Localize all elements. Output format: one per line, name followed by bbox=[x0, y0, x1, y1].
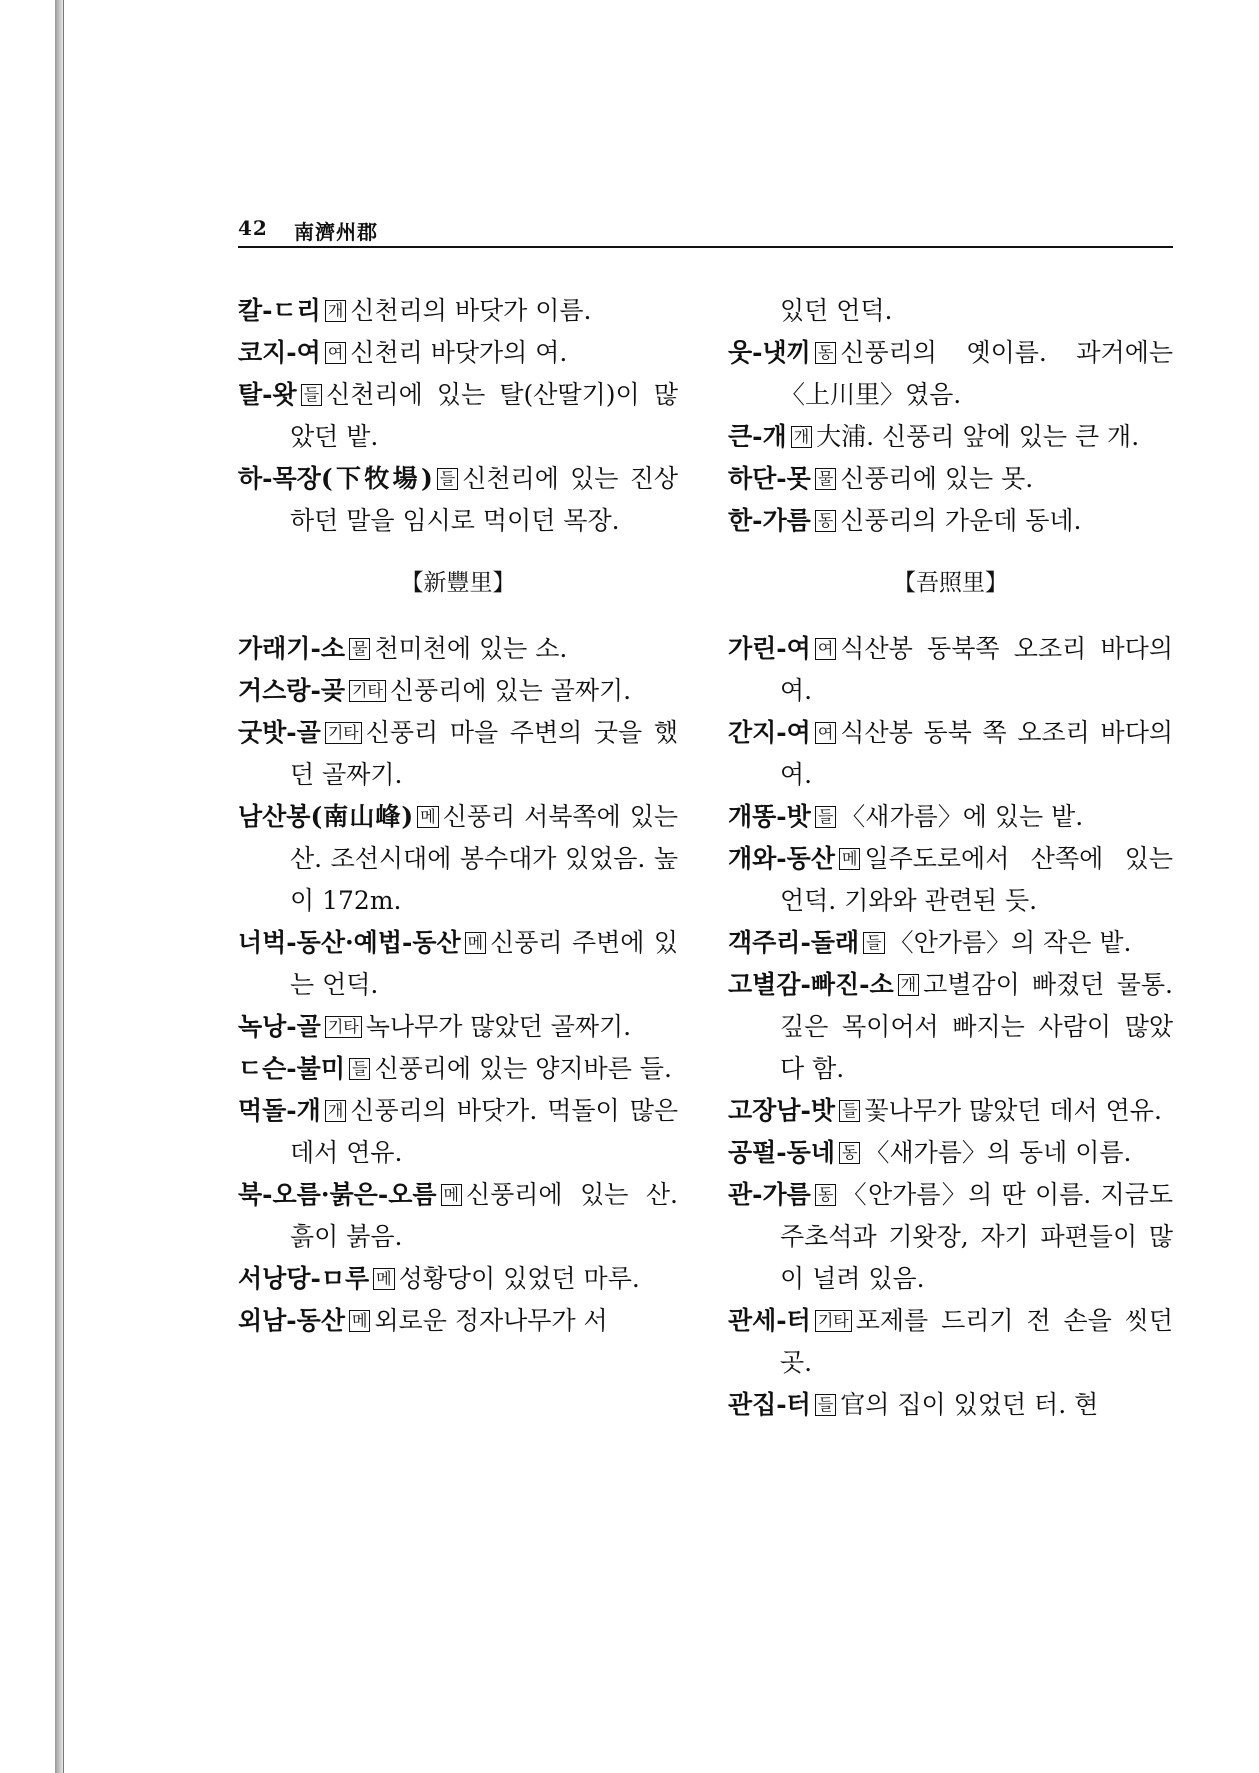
category-tag: 들 bbox=[815, 1394, 836, 1416]
entry-definition: 꽃나무가 많았던 데서 연유. bbox=[864, 1096, 1162, 1125]
dictionary-entry bbox=[238, 1258, 678, 1300]
category-tag: 동 bbox=[815, 510, 836, 532]
category-tag: 기타 bbox=[325, 1016, 362, 1038]
entry-definition: 신풍리 주변에 있는 언덕. bbox=[290, 928, 678, 999]
dictionary-entry bbox=[238, 670, 678, 712]
page-number: 42 bbox=[238, 216, 268, 240]
category-tag: 들 bbox=[839, 1100, 860, 1122]
entry-headword: 간지-여 bbox=[728, 718, 811, 747]
entry-headword: 관-가름 bbox=[728, 1180, 811, 1209]
category-tag: 기타 bbox=[815, 1310, 852, 1332]
category-tag: 물 bbox=[815, 468, 836, 490]
section-heading: 【吾照里】 bbox=[893, 570, 1008, 596]
dictionary-entry bbox=[238, 1006, 678, 1048]
entry-headword: 관세-터 bbox=[728, 1306, 811, 1335]
category-tag: 메 bbox=[417, 806, 438, 828]
entry-headword: 한-가름 bbox=[728, 506, 811, 535]
entry-headword: 하단-못 bbox=[728, 464, 811, 493]
entry-definition: 신천리의 바닷가 이름. bbox=[350, 296, 592, 325]
dictionary-entry bbox=[728, 1300, 1173, 1384]
entry-headword: 거스랑-곶 bbox=[238, 676, 345, 705]
category-tag: 개 bbox=[898, 974, 919, 996]
entry-definition: 〈안가름〉의 작은 밭. bbox=[888, 928, 1132, 957]
running-header bbox=[238, 212, 1173, 248]
entry-headword: 개와-동산 bbox=[728, 844, 835, 873]
dictionary-entry bbox=[728, 964, 1173, 1090]
category-tag: 메 bbox=[373, 1268, 394, 1290]
entry-definition: 성황당이 있었던 마루. bbox=[398, 1264, 640, 1293]
entry-definition: 신천리 바닷가의 여. bbox=[350, 338, 568, 367]
category-tag: 들 bbox=[349, 1058, 370, 1080]
entry-definition: 신풍리의 바닷가. 먹돌이 많은 데서 연유. bbox=[290, 1096, 678, 1167]
dictionary-entry bbox=[728, 416, 1173, 458]
right-column bbox=[728, 290, 1173, 1426]
category-tag: 동 bbox=[815, 342, 836, 364]
dictionary-entry bbox=[238, 1048, 678, 1090]
entry-definition: 신풍리의 가운데 동네. bbox=[840, 506, 1082, 535]
entry-headword: 너벅-동산·예법-동산 bbox=[238, 928, 461, 957]
dictionary-entry bbox=[728, 1384, 1173, 1426]
entry-definition: 신풍리에 있는 양지바른 들. bbox=[374, 1054, 672, 1083]
section-heading: 【新豐里】 bbox=[400, 570, 516, 596]
category-tag: 여 bbox=[815, 638, 836, 660]
entry-definition: 외로운 정자나무가 서 bbox=[374, 1306, 608, 1335]
entry-definition: 신풍리의 옛이름. 과거에는 〈上川里〉였음. bbox=[780, 338, 1173, 409]
dictionary-entry bbox=[238, 628, 678, 670]
category-tag: 들 bbox=[815, 806, 836, 828]
entry-headword: 웃-냇끼 bbox=[728, 338, 811, 367]
category-tag: 메 bbox=[839, 848, 860, 870]
entry-headword: 개똥-밧 bbox=[728, 802, 811, 831]
entry-definition: 신천리에 있는 탈(산딸기)이 많았던 밭. bbox=[290, 380, 678, 451]
dictionary-entry bbox=[728, 628, 1173, 712]
entry-definition: 官의 집이 있었던 터. 현 bbox=[840, 1390, 1099, 1419]
running-title: 南濟州郡 bbox=[294, 220, 378, 244]
category-tag: 기타 bbox=[325, 722, 362, 744]
entry-headword: 큰-개 bbox=[728, 422, 787, 451]
dictionary-entry bbox=[238, 1300, 678, 1342]
entry-headword: 가래기-소 bbox=[238, 634, 345, 663]
dictionary-entry bbox=[728, 712, 1173, 796]
entry-definition: 신천리에 있는 진상하던 말을 임시로 먹이던 목장. bbox=[290, 464, 678, 535]
entry-headword: 서낭당-ㅁ루 bbox=[238, 1264, 370, 1293]
category-tag: 메 bbox=[465, 932, 486, 954]
entry-headword: 고장남-밧 bbox=[728, 1096, 835, 1125]
entry-definition: 大浦. 신풍리 앞에 있는 큰 개. bbox=[816, 422, 1140, 451]
dictionary-entry bbox=[728, 796, 1173, 838]
category-tag: 들 bbox=[437, 468, 458, 490]
dictionary-entry bbox=[238, 290, 678, 332]
dictionary-entry bbox=[238, 374, 678, 458]
entry-headword: 먹돌-개 bbox=[238, 1096, 321, 1125]
dictionary-entry bbox=[728, 458, 1173, 500]
dictionary-entry bbox=[728, 1174, 1173, 1300]
entry-headword: 객주리-돌래 bbox=[728, 928, 860, 957]
category-tag: 개 bbox=[791, 426, 812, 448]
entry-headword: 관집-터 bbox=[728, 1390, 811, 1419]
dictionary-entry bbox=[728, 332, 1173, 416]
entry-definition: 고별감이 빠졌던 물통. 깊은 목이어서 빠지는 사람이 많았다 함. bbox=[780, 970, 1173, 1083]
entry-continuation: 있던 언덕. bbox=[780, 296, 893, 325]
entry-headword: 코지-여 bbox=[238, 338, 321, 367]
entry-definition: 〈안가름〉의 딴 이름. 지금도 주초석과 기왓장, 자기 파편들이 많이 널려 있음. bbox=[780, 1180, 1173, 1293]
category-tag: 기타 bbox=[349, 680, 386, 702]
dictionary-entry bbox=[238, 712, 678, 796]
entry-headword: 하-목장(下牧場) bbox=[238, 464, 433, 493]
entry-definition: 포제를 드리기 전 손을 씻던 곳. bbox=[780, 1306, 1173, 1377]
category-tag: 동 bbox=[839, 1142, 860, 1164]
entry-definition: 녹나무가 많았던 골짜기. bbox=[365, 1012, 632, 1041]
entry-definition: 신풍리 서북쪽에 있는 산. 조선시대에 봉수대가 있었음. 높이 172m. bbox=[290, 802, 679, 915]
dictionary-entry bbox=[728, 1132, 1173, 1174]
dictionary-entry bbox=[728, 1090, 1173, 1132]
category-tag: 개 bbox=[325, 1100, 346, 1122]
dictionary-entry bbox=[238, 922, 678, 1006]
entry-headword: ㄷ슨-불미 bbox=[238, 1054, 345, 1083]
page-binding-shadow bbox=[55, 0, 63, 1773]
entry-definition: 식산봉 동북쪽 오조리 바다의 여. bbox=[780, 634, 1173, 705]
dictionary-entry bbox=[238, 796, 678, 922]
entry-definition: 식산봉 동북 쪽 오조리 바다의 여. bbox=[780, 718, 1173, 789]
category-tag: 여 bbox=[815, 722, 836, 744]
category-tag: 들 bbox=[863, 932, 884, 954]
entry-headword: 굿밧-골 bbox=[238, 718, 321, 747]
entry-definition: 천미천에 있는 소. bbox=[374, 634, 568, 663]
category-tag: 메 bbox=[349, 1310, 370, 1332]
category-tag: 물 bbox=[349, 638, 370, 660]
entry-definition: 신풍리에 있는 산. 흙이 붉음. bbox=[290, 1180, 678, 1251]
entry-definition: 신풍리에 있는 못. bbox=[840, 464, 1034, 493]
entry-headword: 녹낭-골 bbox=[238, 1012, 321, 1041]
category-tag: 동 bbox=[815, 1184, 836, 1206]
category-tag: 여 bbox=[325, 342, 346, 364]
entry-headword: 칼-ㄷ리 bbox=[238, 296, 321, 325]
category-tag: 메 bbox=[441, 1184, 462, 1206]
dictionary-entry bbox=[728, 500, 1173, 542]
entry-definition: 〈새가름〉의 동네 이름. bbox=[864, 1138, 1132, 1167]
dictionary-entry bbox=[238, 1090, 678, 1174]
entry-definition: 신풍리 마을 주변의 굿을 했던 골짜기. bbox=[290, 718, 678, 789]
entry-definition: 〈새가름〉에 있는 밭. bbox=[840, 802, 1084, 831]
dictionary-entry bbox=[728, 922, 1173, 964]
category-tag: 들 bbox=[301, 384, 322, 406]
entry-headword: 외남-동산 bbox=[238, 1306, 345, 1335]
left-column bbox=[238, 290, 678, 1342]
entry-headword: 고별감-빠진-소 bbox=[728, 970, 894, 999]
dictionary-entry bbox=[238, 458, 678, 542]
entry-headword: 탈-왓 bbox=[238, 380, 297, 409]
entry-headword: 남산봉(南山峰) bbox=[238, 802, 414, 831]
entry-definition: 신풍리에 있는 골짜기. bbox=[389, 676, 632, 705]
entry-headword: 공펄-동네 bbox=[728, 1138, 835, 1167]
category-tag: 개 bbox=[325, 300, 346, 322]
entry-headword: 북-오름·붉은-오름 bbox=[238, 1180, 437, 1209]
dictionary-entry bbox=[238, 1174, 678, 1258]
entry-definition: 일주도로에서 산쪽에 있는 언덕. 기와와 관련된 듯. bbox=[780, 844, 1173, 915]
entry-headword: 가린-여 bbox=[728, 634, 811, 663]
dictionary-entry bbox=[238, 332, 678, 374]
page-edge bbox=[63, 0, 64, 1773]
dictionary-entry bbox=[728, 838, 1173, 922]
